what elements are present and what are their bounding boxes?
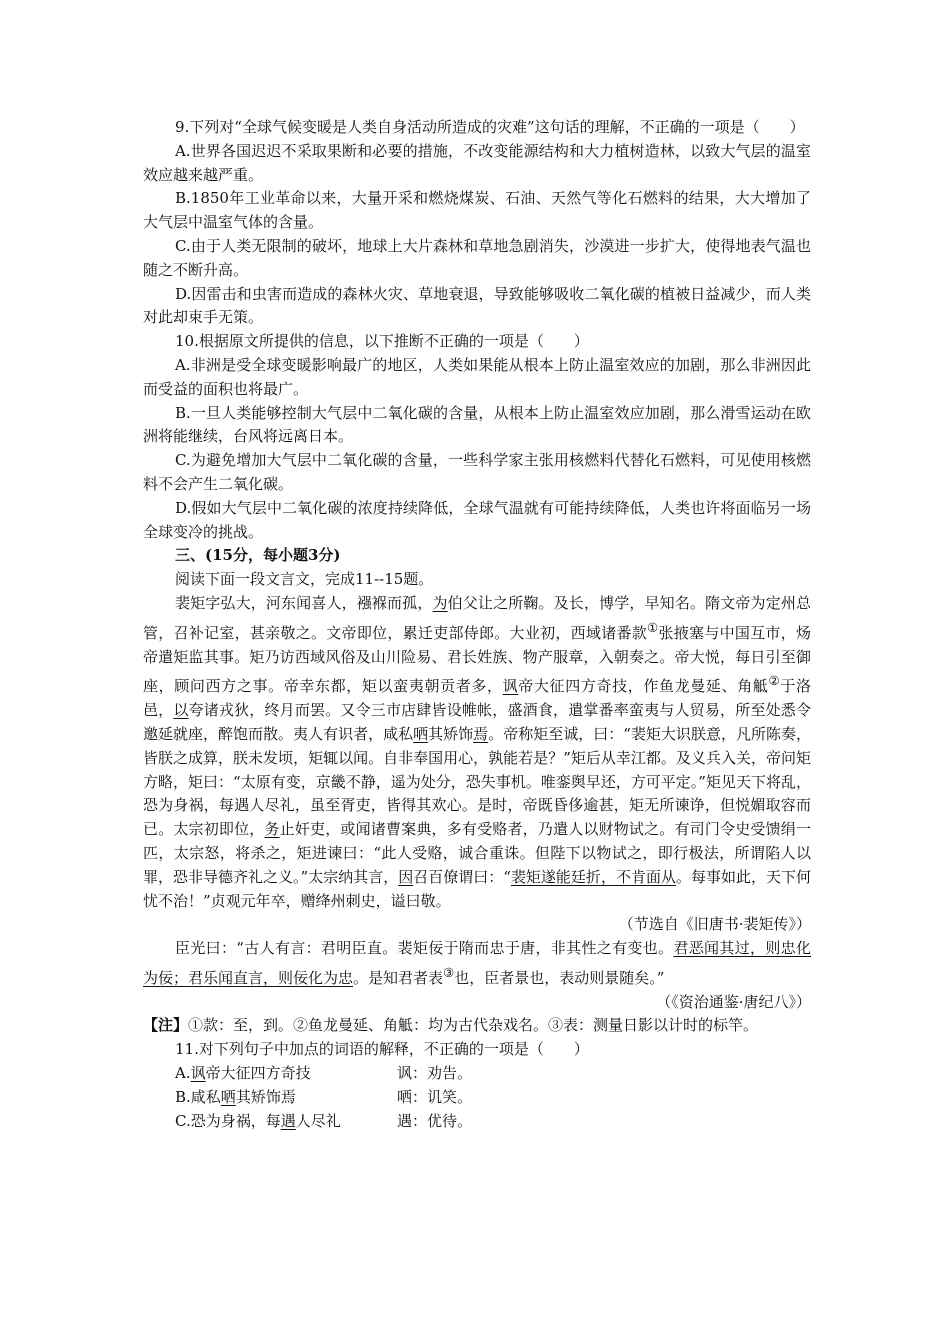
commentary-text: 也，臣者景也，表动则景随矣。” [454,968,665,987]
option-suffix: 人尽礼 [295,1111,341,1130]
footnotes-text: ①款：至，到。②鱼龙曼延、角觝：均为古代杂戏名。③表：测量日影以计时的标竿。 [188,1016,759,1035]
question-10-option-c: C.为避免增加大气层中二氧化碳的含量，一些科学家主张用核燃料代替化石燃料，可见使用核燃料不会产生二氧化碳。 [143,451,811,493]
source-citation-1: （节选自《旧唐书·裴矩传》） [618,915,811,934]
underlined-word: 讽 [502,677,519,696]
footnote-marker: ② [768,673,781,689]
underlined-word: 焉 [473,724,489,743]
passage-text: 张掖塞与中国互市，炀帝遣矩监其事。矩乃访西域风俗及山川险易、君长姓族、物产服章，入朝奏之。帝大悦，每日引至御座，顾问西方之事。帝幸东都，矩以蛮夷朝贡者多， [143,623,811,696]
passage-text: 。帝称矩至诚，曰：“裴矩大识朕意，凡所陈奏，皆朕之成算，朕未发顷，矩辄以闻。自非奉国用心，孰能若是？”矩后从幸江都。及义兵入关，帝问矩方略，矩曰：“太原有变，京畿不静，遥为处分，恐失事机。唯銮舆早还，方可平定。”矩见天下将乱，恐为身祸，每遇人尽礼，虽至胥吏，皆得其欢心。是时，帝既昏侈逾甚，矩无所谏诤，但悦媚取容而已。太宗初即位， [143,724,811,839]
question-10-stem: 10.根据原文所提供的信息，以下推断不正确的一项是（ ） [175,332,589,351]
exam-content [143,116,811,1133]
underlined-word: 哂 [220,1087,236,1106]
question-11-option-b [143,1086,811,1110]
option-prefix: B.咸私 [175,1087,221,1106]
section-3-heading: 三、(15分，每小题3分) [175,546,341,565]
section-3-intro: 阅读下面一段文言文，完成11--15题。 [175,570,434,589]
commentary-passage [143,937,811,991]
option-prefix: C.恐为身祸，每 [175,1111,281,1130]
underlined-word: 务 [264,820,280,839]
underlined-word: 遇 [280,1111,296,1130]
passage-text: 其矫饰 [428,724,474,743]
passage-text: 夸诸戎狄，终月而罢。又令三市店肆皆设帷帐，盛酒食，遣掌番率蛮夷与人贸易，所至处悉令邀延就座，醉饱而散。夷人有识者，咸私 [143,701,811,743]
classical-passage [143,592,811,913]
passage-text: 帝大征四方奇技，作鱼龙曼延、角觝 [518,677,769,696]
footnotes-label: 【注】 [143,1016,189,1035]
option-sentence [175,1086,397,1110]
footnotes [143,1014,811,1038]
question-11-option-a [143,1062,811,1086]
question-9-option-c: C.由于人类无限制的破坏，地球上大片森林和草地急剧消失，沙漠进一步扩大，使得地表气温也随之不断升高。 [143,236,811,279]
question-10-option-b: B.一旦人类能够控制大气层中二氧化碳的含量，从根本上防止温室效应加剧，那么滑雪运动在欧洲将能继续，台风将远离日本。 [143,403,811,446]
underlined-word: 哂 [413,724,429,743]
option-sentence [175,1110,397,1134]
source-citation-2: （《资治通鉴·唐纪八》） [656,992,811,1011]
question-11 [143,1038,811,1133]
passage-text: 于洛邑， [143,677,811,720]
underlined-word: 为 [432,593,448,612]
footnote-marker: ① [647,619,659,635]
option-suffix: 帝大征四方奇技 [205,1064,311,1083]
passage-text: 伯父让之所鞠。及长，博学，早知名。隋文帝为定州总管，召补记室，甚亲敬之。文帝即位，累迁吏部侍郎。大业初，西域诸番款 [143,593,811,642]
underlined-sentence: 君恶闻其过，则忠化为佞；君乐闻直言，则佞化为忠 [143,939,811,987]
question-10-option-d: D.假如大气层中二氧化碳的浓度持续降低，全球气温就有可能持续降低，人类也许将面临另一场全球变冷的挑战。 [143,498,811,541]
option-explanation: 哂：讥笑。 [397,1087,473,1106]
question-9-option-d: D.因雷击和虫害而造成的森林火灾、草地衰退，导致能够吸收二氧化碳的植被日益减少，而人类对此却束手无策。 [143,284,811,327]
option-explanation: 讽：劝告。 [397,1064,473,1083]
underlined-word: 以 [173,701,189,720]
question-11-stem: 11.对下列句子中加点的词语的解释，不正确的一项是（ ） [175,1040,589,1059]
option-sentence [175,1062,397,1086]
underlined-word: 因 [398,867,414,886]
passage-text: 召百僚谓曰：“ [413,867,511,886]
commentary-text: 。是知君者表 [353,968,444,987]
question-9-option-a: A.世界各国迟迟不采取果断和必要的措施，不改变能源结构和大力植树造林，以致大气层的温室效应越来越严重。 [143,141,811,184]
question-10-option-a: A.非洲是受全球变暖影响最广的地区，人类如果能从根本上防止温室效应的加剧，那么非洲因此而受益的面积也将最广。 [143,355,811,398]
option-suffix: 其矫饰焉 [235,1087,296,1106]
question-9-option-b: B.1850年工业革命以来，大量开采和燃烧煤炭、石油、天然气等化石燃料的结果，大大增加了大气层中温室气体的含量。 [143,189,811,232]
footnote-marker: ③ [443,964,455,980]
question-9-stem: 9.下列对“全球气候变暖是人类自身活动所造成的灾难”这句话的理解，不正确的一项是（ ） [175,118,805,136]
option-prefix: A. [175,1064,191,1083]
underlined-word: 讽 [190,1064,206,1083]
question-9 [143,116,811,330]
underlined-sentence: 裴矩遂能廷折，不肯面从 [510,867,676,886]
passage-text: 止奸吏，或闻诸曹案典，多有受赂者，乃遣人以财物试之。有司门令史受馈绢一匹，太宗怒，将杀之，矩进谏曰：“此人受赂，诚合重诛。但陛下以物试之，即行极法，所谓陷人以罪，恐非导德齐礼之义。”太宗纳其言， [143,820,811,886]
commentary-text: 臣光曰：“古人有言：君明臣直。裴矩佞于隋而忠于唐，非其性之有变也。 [175,939,674,958]
question-10 [143,330,811,544]
passage-text: 裴矩字弘大，河东闻喜人，襁褓而孤， [175,593,433,612]
question-11-option-c [143,1110,811,1134]
passage-text: 。每事如此，天下何忧不治！”贞观元年卒，赠绛州刺史，谥曰敬。 [143,867,811,910]
option-explanation: 遇：优待。 [397,1111,473,1130]
